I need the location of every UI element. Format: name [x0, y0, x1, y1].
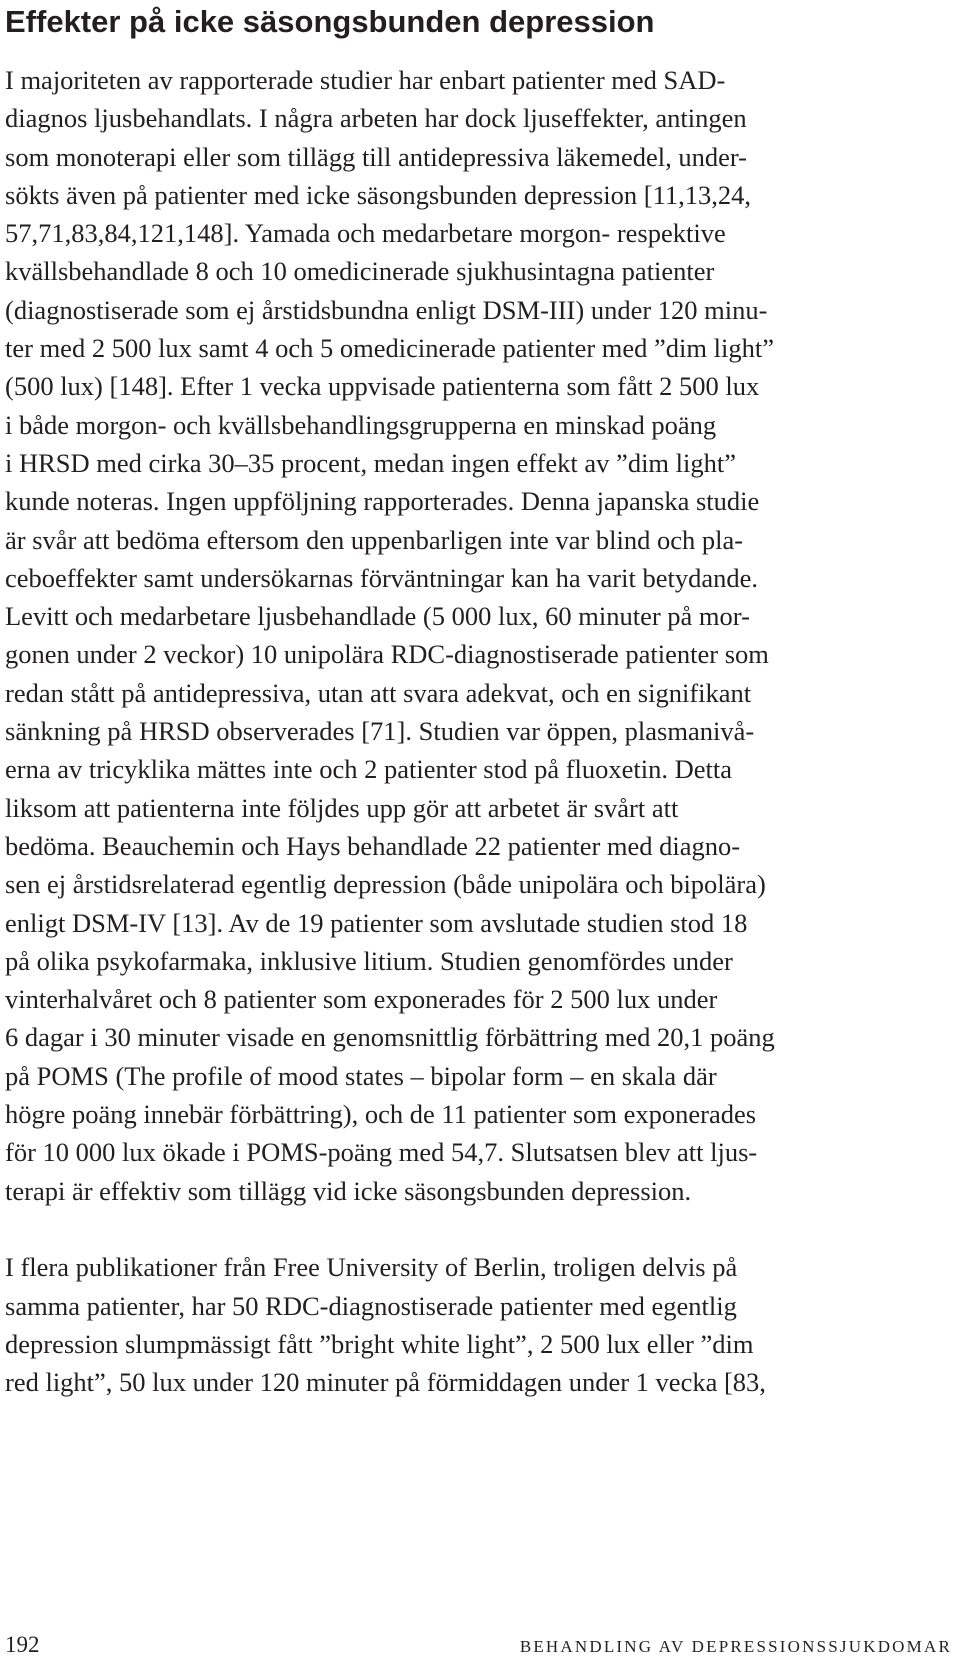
text-line: sen ej årstidsrelaterad egentlig depression (både unipolära och bipolära)	[5, 869, 766, 900]
text-line: gonen under 2 veckor) 10 unipolära RDC-diagnostiserade patienter som	[5, 639, 769, 670]
text-line: red light”, 50 lux under 120 minuter på förmiddagen under 1 vecka [83,	[5, 1367, 766, 1398]
text-line: Levitt och medarbetare ljusbehandlade (5 000 lux, 60 minuter på mor-	[5, 601, 750, 632]
text-line: sökts även på patienter med icke säsongsbunden depression [11,13,24,	[5, 179, 751, 210]
page-number: 192	[5, 1632, 40, 1657]
text-line: är svår att bedöma eftersom den uppenbarligen inte var blind och pla-	[5, 524, 744, 555]
text-line: kunde noteras. Ingen uppföljning rapporterades. Denna japanska studie	[5, 486, 760, 517]
paragraph-1	[5, 61, 955, 1210]
text-line: I majoriteten av rapporterade studier har enbart patienter med SAD-	[5, 65, 726, 95]
text-line: enligt DSM-IV [13]. Av de 19 patienter som avslutade studien stod 18	[5, 907, 748, 938]
text-line: 6 dagar i 30 minuter visade en genomsnittlig förbättring med 20,1 poäng	[5, 1022, 775, 1053]
text-line: depression slumpmässigt fått ”bright white light”, 2 500 lux eller ”dim	[5, 1328, 754, 1359]
paragraph-spacer	[5, 1210, 955, 1248]
text-line: kvällsbehandlade 8 och 10 omedicinerade sjukhusintagna patienter	[5, 256, 715, 287]
text-line: samma patienter, har 50 RDC-diagnostiserade patienter med egentlig	[5, 1290, 737, 1321]
text-line: vinterhalvåret och 8 patienter som exponerades för 2 500 lux under	[5, 984, 718, 1015]
paragraph-2	[5, 1248, 955, 1401]
text-line: erna av tricyklika mättes inte och 2 patienter stod på fluoxetin. Detta	[5, 754, 733, 785]
text-line: på POMS (The profile of mood states – bipolar form – en skala där	[5, 1060, 717, 1091]
text-line: sänkning på HRSD observerades [71]. Studien var öppen, plasmanivå-	[5, 716, 755, 747]
text-line: ceboeffekter samt undersökarnas förväntningar kan ha varit betydande.	[5, 562, 758, 593]
text-line: på olika psykofarmaka, inklusive litium. Studien genomfördes under	[5, 945, 733, 976]
text-line: bedöma. Beauchemin och Hays behandlade 22 patienter med diagno-	[5, 830, 741, 861]
text-line: liksom att patienterna inte följdes upp gör att arbetet är svårt att	[5, 792, 679, 823]
text-line: (500 lux) [148]. Efter 1 vecka uppvisade patienterna som fått 2 500 lux	[5, 371, 760, 402]
text-line: I flera publikationer från Free University of Berlin, troligen delvis på	[5, 1252, 738, 1283]
text-line: terapi är effektiv som tillägg vid icke säsongsbunden depression.	[5, 1175, 692, 1206]
running-footer-title: BEHANDLING AV DEPRESSIONSSJUKDOMAR	[519, 1637, 952, 1656]
text-line: i både morgon- och kvällsbehandlingsgrupperna en minskad poäng	[5, 409, 717, 440]
text-line: ter med 2 500 lux samt 4 och 5 omedicinerade patienter med ”dim light”	[5, 333, 775, 364]
text-line: (diagnostiserade som ej årstidsbundna enligt DSM-III) under 120 minu-	[5, 294, 768, 325]
text-line: redan stått på antidepressiva, utan att svara adekvat, och en signifikant	[5, 677, 752, 708]
text-line: för 10 000 lux ökade i POMS-poäng med 54,7. Slutsatsen blev att ljus-	[5, 1137, 758, 1168]
text-line: högre poäng innebär förbättring), och de 11 patienter som exponerades	[5, 1099, 757, 1130]
text-line: som monoterapi eller som tillägg till antidepressiva läkemedel, under-	[5, 141, 747, 172]
section-heading: Effekter på icke säsongsbunden depression	[5, 4, 655, 39]
text-line: diagnos ljusbehandlats. I några arbeten har dock ljuseffekter, antingen	[5, 103, 747, 134]
text-line: 57,71,83,84,121,148]. Yamada och medarbetare morgon- respektive	[5, 218, 726, 249]
body-text	[5, 61, 955, 1401]
text-line: i HRSD med cirka 30–35 procent, medan ingen effekt av ”dim light”	[5, 447, 737, 478]
